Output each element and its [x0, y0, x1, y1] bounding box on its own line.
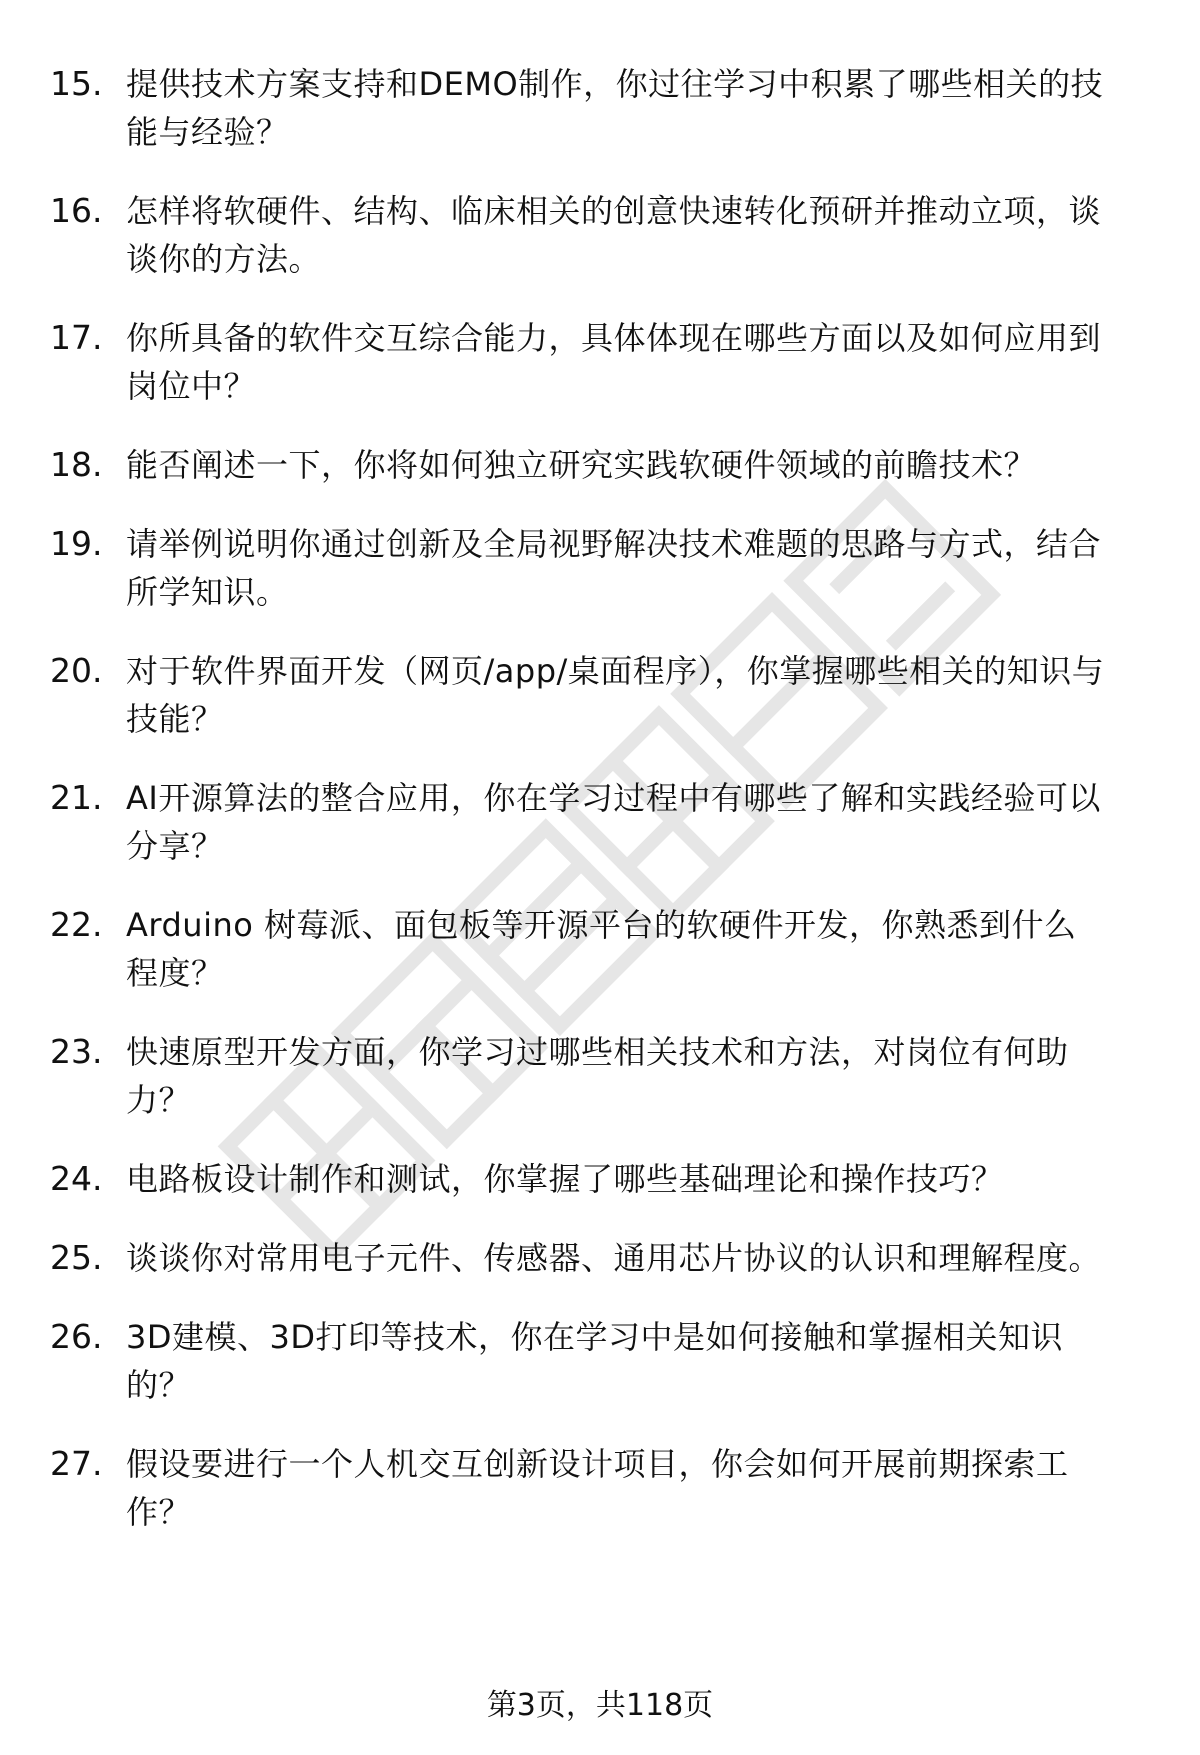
question-item — [0, 187, 1200, 283]
question-item — [0, 60, 1200, 156]
question-number: 25. — [50, 1238, 103, 1277]
question-item — [0, 1313, 1200, 1409]
question-item — [0, 441, 1200, 489]
question-text: 3D建模、3D打印等技术，你在学习中是如何接触和掌握相关知识的？ — [126, 1318, 1064, 1404]
question-text: 提供技术方案支持和DEMO制作，你过往学习中积累了哪些相关的技能与经验？ — [126, 65, 1104, 151]
question-text: 对于软件界面开发（网页/app/桌面程序），你掌握哪些相关的知识与技能？ — [126, 652, 1105, 738]
question-number: 26. — [50, 1317, 103, 1356]
question-number: 18. — [50, 445, 103, 484]
question-number: 17. — [50, 318, 103, 357]
question-number: 21. — [50, 778, 103, 817]
question-text: 假设要进行一个人机交互创新设计项目，你会如何开展前期探索工作？ — [126, 1445, 1069, 1531]
question-number: 20. — [50, 651, 103, 690]
question-number: 24. — [50, 1159, 103, 1198]
question-text: Arduino 树莓派、面包板等开源平台的软硬件开发，你熟悉到什么程度？ — [126, 906, 1077, 992]
question-number: 15. — [50, 64, 103, 103]
question-number: 22. — [50, 905, 103, 944]
question-text: 能否阐述一下，你将如何独立研究实践软硬件领域的前瞻技术？ — [126, 446, 1037, 484]
question-item — [0, 1440, 1200, 1536]
question-number: 19. — [50, 524, 103, 563]
question-text: 电路板设计制作和测试，你掌握了哪些基础理论和操作技巧？ — [126, 1160, 1004, 1198]
question-number: 16. — [50, 191, 103, 230]
question-text: 请举例说明你通过创新及全局视野解决技术难题的思路与方式，结合所学知识。 — [126, 525, 1102, 611]
question-item — [0, 314, 1200, 410]
question-item — [0, 901, 1200, 997]
question-text: 谈谈你对常用电子元件、传感器、通用芯片协议的认识和理解程度。 — [126, 1239, 1102, 1277]
question-item — [0, 774, 1200, 870]
question-item — [0, 1234, 1200, 1282]
question-text: 怎样将软硬件、结构、临床相关的创意快速转化预研并推动立项，谈谈你的方法。 — [126, 192, 1102, 278]
question-text: 你所具备的软件交互综合能力，具体体现在哪些方面以及如何应用到岗位中？ — [126, 319, 1102, 405]
question-list — [0, 60, 1200, 1567]
page-footer: 第3页，共118页 — [486, 1688, 714, 1723]
question-item — [0, 1155, 1200, 1203]
question-text: 快速原型开发方面，你学习过哪些相关技术和方法，对岗位有何助力？ — [126, 1033, 1069, 1119]
question-number: 23. — [50, 1032, 103, 1071]
question-item — [0, 520, 1200, 616]
question-number: 27. — [50, 1444, 103, 1483]
question-item — [0, 647, 1200, 743]
question-text: AI开源算法的整合应用，你在学习过程中有哪些了解和实践经验可以分享？ — [126, 779, 1101, 865]
question-item — [0, 1028, 1200, 1124]
